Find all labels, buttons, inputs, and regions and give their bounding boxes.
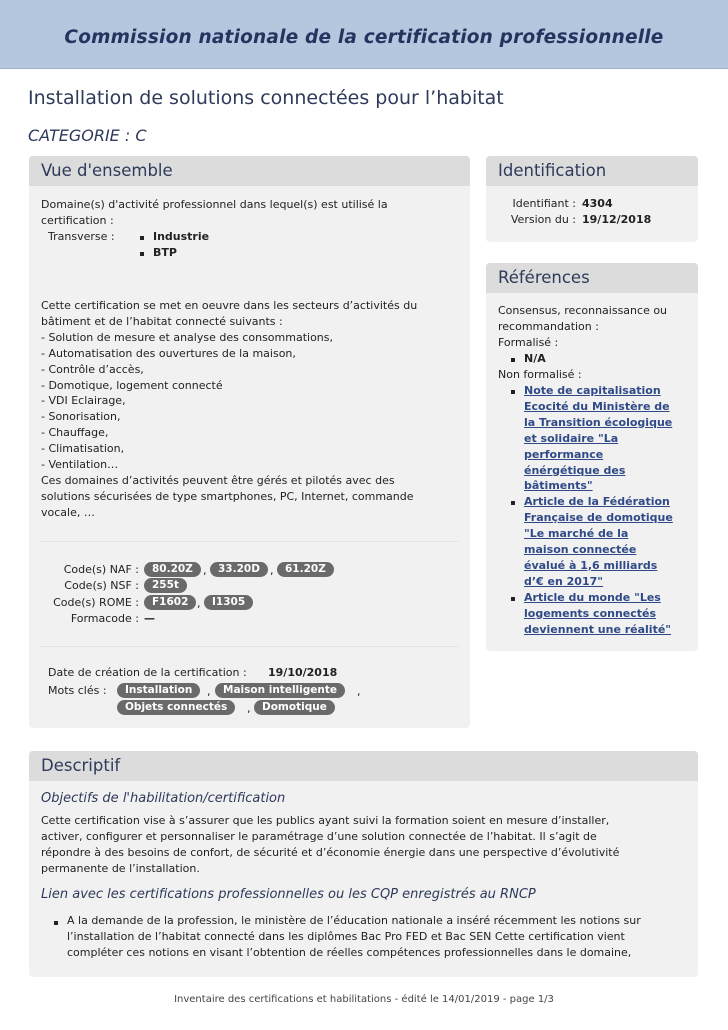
creation-date: 19/10/2018 [268,666,338,679]
rncp-line: A la demande de la profession, le ministère de l’éducation nationale a inséré récemment les notions sur [67,914,641,927]
reference-link[interactable]: maison connectée [524,543,637,556]
reference-link[interactable]: énérgétique des [524,463,626,477]
header-title: Commission nationale de la certification professionnelle [64,27,664,48]
description-line: - Chauffage, [41,426,109,440]
descriptif-panel-header [29,751,698,781]
bullet-icon [140,252,144,256]
naf-code-tag[interactable]: 80.20Z [144,562,201,577]
objectives-line: permanente de l’installation. [41,861,200,875]
naf-label: Code(s) NAF : [63,563,139,576]
domain-item: Industrie [153,230,210,243]
references-heading: Références [498,268,590,287]
naf-code-tag[interactable]: 33.20D [210,562,268,577]
creation-label: Date de création de la certification : [48,666,247,679]
reference-link[interactable]: Article du monde "Les [524,590,661,604]
identification-heading: Identification [498,161,607,180]
description-line: - VDI Eclairage, [41,394,126,408]
description-line: bâtiment et de l’habitat connecté suivants : [41,314,283,328]
objectives-line: répondre à des besoins de confort, de sécurité et d’économie énergie dans une perspective d’évolutivité [41,845,620,859]
reference-link[interactable]: d’€ en 2017" [524,574,604,588]
version-value: 19/12/2018 [582,213,652,226]
description-line: - Solution de mesure et analyse des consommations, [41,330,333,344]
reference-link[interactable]: la Transition écologique [524,415,673,429]
bullet-icon [511,358,515,362]
consensus-line-2: recommandation : [498,320,599,333]
descriptif-panel [29,751,698,977]
description-line: vocale, … [41,505,95,519]
rncp-line: l’installation de l’habitat connecté dans les diplômes Bac Pro FED et Bac SEN Cette certification vient [67,929,625,943]
description-line: - Contrôle d’accès, [41,362,144,376]
header-banner [0,0,728,69]
overview-panel-header [29,156,470,186]
version-label: Version du : [510,213,576,226]
reference-link[interactable]: Française de domotique [524,511,673,525]
reference-link[interactable]: évalué à 1,6 milliards [524,558,658,572]
keyword-tag[interactable]: Domotique [254,700,335,715]
category-label: CATEGORIE : C [28,126,147,145]
objectives-title: Objectifs de l'habilitation/certification [41,791,286,806]
description-line: - Automatisation des ouvertures de la maison, [41,346,296,360]
rncp-link-title: Lien avec les certifications professionnelles ou les CQP enregistrés au RNCP [41,887,536,902]
reference-link[interactable]: logements connectés [524,606,657,620]
nsf-label: Code(s) NSF : [64,579,139,592]
references-panel-header [486,263,698,293]
references-panel [486,263,698,651]
rncp-line: compléter ces notions en visant l’obtention de réelles compétences professionnelles dans le domaine, [67,945,632,959]
keyword-tag[interactable]: Installation [117,683,200,698]
id-value: 4304 [582,197,613,210]
keywords-label: Mots clés : [48,684,107,697]
keyword-tag[interactable]: Maison intelligente [215,683,345,698]
objectives-line: activer, configurer et personnaliser le paramétrage d’une solution connectée de l’habitat. Il s’agit de [41,829,597,843]
divider [41,646,458,647]
description-line: solutions sécurisées de type smartphones, PC, Internet, commande [41,489,414,503]
reference-link[interactable]: "Le marché de la [524,527,629,541]
id-label: Identifiant : [512,197,576,210]
reference-link[interactable]: Article de la Fédération [524,495,670,509]
bullet-icon [511,501,515,505]
rome-code-tag[interactable]: I1305 [204,595,253,610]
separator-comma: , [197,597,201,610]
domain-label-line-1: Domaine(s) d'activité professionnel dans lequel(s) est utilisé la [41,198,388,211]
transverse-label: Transverse : [48,230,115,243]
formalise-label: Formalisé : [498,336,559,349]
reference-link[interactable]: bâtiments" [524,479,593,493]
domain-item: BTP [153,246,177,259]
page-title: Installation de solutions connectées pour l’habitat [28,87,504,109]
domain-label-line-2: certification : [41,214,114,227]
separator-comma: , [203,564,207,577]
description-line: - Climatisation, [41,442,125,456]
reference-link[interactable]: Ecocité du Ministère de [524,399,670,413]
rome-label: Code(s) ROME : [53,596,139,609]
consensus-line-1: Consensus, reconnaissance ou [498,304,668,317]
reference-link[interactable]: deviennent une réalité" [524,622,672,636]
description-line: - Sonorisation, [41,410,121,424]
bullet-icon [511,597,515,601]
divider [41,541,458,542]
description-line: Cette certification se met en oeuvre dans les secteurs d’activités du [41,299,418,312]
non-formalise-label: Non formalisé : [498,368,582,381]
bullet-icon [511,390,515,394]
description-line: - Ventilation… [41,458,119,471]
descriptif-heading: Descriptif [41,756,121,775]
reference-link[interactable]: et solidaire "La [524,431,619,445]
nsf-code-tag[interactable]: 255t [144,578,187,593]
formalise-item: N/A [524,352,546,365]
identification-panel-header [486,156,698,186]
formacode-value: — [144,612,155,625]
formacode-label: Formacode : [70,612,139,625]
keyword-tag[interactable]: Objets connectés [117,700,235,715]
bullet-icon [140,236,144,240]
bullet-icon [54,921,58,925]
identification-panel [486,156,698,242]
objectives-line: Cette certification vise à s’assurer que les publics ayant suivi la formation soient en mesure d’installer, [41,814,610,827]
reference-link[interactable]: Note de capitalisation [524,384,661,397]
reference-link[interactable]: performance [524,447,604,461]
description-line: - Domotique, logement connecté [41,378,223,392]
separator-comma: , [207,685,211,698]
description-line: Ces domaines d’activités peuvent être gérés et pilotés avec des [41,473,395,487]
overview-panel [29,156,470,728]
footer-text: Inventaire des certifications et habilitations - édité le 14/01/2019 - page 1/3 [174,994,554,1005]
naf-code-tag[interactable]: 61.20Z [277,562,334,577]
separator-comma: , [357,685,361,698]
separator-comma: , [247,702,251,715]
rome-code-tag[interactable]: F1602 [144,595,196,610]
separator-comma: , [270,564,274,577]
overview-heading: Vue d'ensemble [41,161,173,180]
